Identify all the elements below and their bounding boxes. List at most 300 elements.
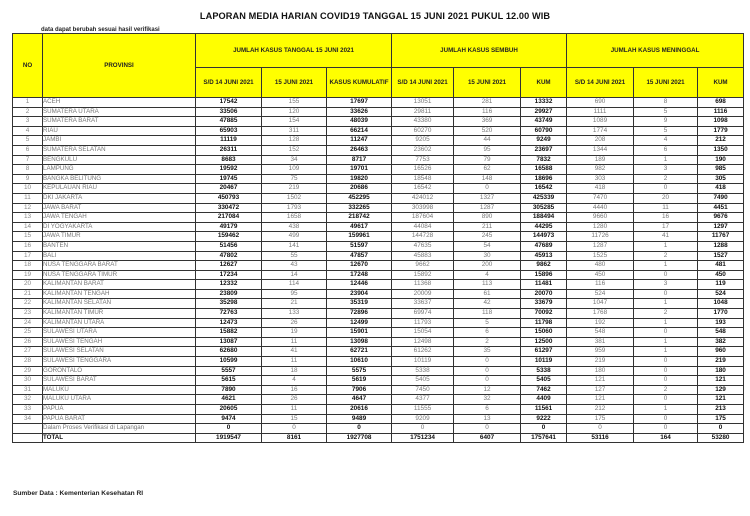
cell-no: 32 (13, 395, 43, 405)
table-row (13, 193, 744, 203)
cell-prov: NUSA TENGGARA BARAT (43, 261, 196, 271)
cell-prov: KALIMANTAN UTARA (43, 318, 196, 328)
cell-meninggal-sd: 11726 (567, 232, 634, 242)
cell-kasus-sd: 72763 (196, 309, 262, 319)
cell-kasus-kum: 17248 (327, 270, 392, 280)
table-row (13, 328, 744, 338)
cell-meninggal-kum: 1098 (698, 117, 744, 127)
cell-kasus-today: 26 (262, 395, 327, 405)
group-header-kasus: JUMLAH KASUS TANGGAL 15 JUNI 2021 (196, 34, 392, 68)
col-header-meninggal-sd: S/D 14 JUNI 2021 (567, 68, 634, 98)
cell-meninggal-kum: 1288 (698, 241, 744, 251)
cell-no: 28 (13, 357, 43, 367)
cell-prov: ACEH (43, 98, 196, 108)
col-header-kasus-kum-text: KASUS KUMULATIF (329, 78, 389, 86)
cell-kasus-sd: 7890 (196, 385, 262, 395)
cell-meninggal-today: 8 (634, 98, 698, 108)
cell-meninggal-today: 1 (634, 405, 698, 415)
cell-meninggal-sd: 53116 (567, 433, 634, 443)
verification-note: data dapat berubah sesuai hasil verifikasi (41, 27, 160, 33)
cell-meninggal-kum: 418 (698, 184, 744, 194)
cell-prov: KALIMANTAN TENGAH (43, 289, 196, 299)
cell-kasus-kum: 62721 (327, 347, 392, 357)
cell-no: 17 (13, 251, 43, 261)
cell-meninggal-kum: 121 (698, 395, 744, 405)
cell-meninggal-kum: 119 (698, 280, 744, 290)
cell-kasus-kum: 7906 (327, 385, 392, 395)
cell-kasus-sd: 19592 (196, 165, 262, 175)
cell-meninggal-kum: 985 (698, 165, 744, 175)
cell-prov: GORONTALO (43, 366, 196, 376)
cell-sembuh-sd: 60270 (392, 126, 454, 136)
report-title: LAPORAN MEDIA HARIAN COVID19 TANGGAL 15 JUNI 2021 PUKUL 12.00 WIB (199, 11, 551, 21)
cell-kasus-today: 4 (262, 376, 327, 386)
cell-no: 20 (13, 280, 43, 290)
cell-kasus-today: 11 (262, 337, 327, 347)
cell-prov: KALIMANTAN TIMUR (43, 309, 196, 319)
cell-meninggal-kum: 213 (698, 405, 744, 415)
cell-sembuh-today: 369 (454, 117, 521, 127)
cell-sembuh-today: 6 (454, 328, 521, 338)
cell-sembuh-sd: 11793 (392, 318, 454, 328)
cell-prov: SULAWESI UTARA (43, 328, 196, 338)
cell-kasus-kum: 33626 (327, 107, 392, 117)
cell-prov: TOTAL (43, 433, 196, 443)
cell-kasus-sd: 12332 (196, 280, 262, 290)
cell-kasus-kum: 10610 (327, 357, 392, 367)
cell-kasus-kum: 19820 (327, 174, 392, 184)
cell-meninggal-sd: 1047 (567, 299, 634, 309)
cell-meninggal-kum: 1770 (698, 309, 744, 319)
cell-kasus-today: 15 (262, 414, 327, 424)
cell-prov: RIAU (43, 126, 196, 136)
cell-meninggal-today: 4 (634, 136, 698, 146)
cell-sembuh-sd: 29811 (392, 107, 454, 117)
cell-kasus-sd: 217084 (196, 213, 262, 223)
cell-kasus-sd: 51456 (196, 241, 262, 251)
cell-sembuh-today: 6 (454, 405, 521, 415)
cell-meninggal-kum: 960 (698, 347, 744, 357)
cell-kasus-today: 114 (262, 280, 327, 290)
cell-meninggal-kum: 193 (698, 318, 744, 328)
cell-meninggal-sd: 381 (567, 337, 634, 347)
cell-no: 31 (13, 385, 43, 395)
col-header-sembuh-today: 15 JUNI 2021 (454, 68, 521, 98)
cell-sembuh-sd: 424012 (392, 193, 454, 203)
table-row (13, 107, 744, 117)
cell-sembuh-kum: 9222 (521, 414, 567, 424)
cell-kasus-sd: 62680 (196, 347, 262, 357)
cell-no: 5 (13, 136, 43, 146)
cell-kasus-today: 11 (262, 405, 327, 415)
cell-kasus-kum: 72896 (327, 309, 392, 319)
cell-sembuh-today: 13 (454, 414, 521, 424)
col-header-kasus-today: 15 JUNI 2021 (262, 68, 327, 98)
cell-meninggal-sd: 548 (567, 328, 634, 338)
cell-sembuh-today: 211 (454, 222, 521, 232)
cell-prov: MALUKU (43, 385, 196, 395)
cell-no: 4 (13, 126, 43, 136)
cell-no: 11 (13, 193, 43, 203)
cell-kasus-kum: 13098 (327, 337, 392, 347)
cell-no: 29 (13, 366, 43, 376)
cell-sembuh-today: 116 (454, 107, 521, 117)
cell-sembuh-kum: 15060 (521, 328, 567, 338)
cell-sembuh-kum: 44295 (521, 222, 567, 232)
cell-sembuh-kum: 43749 (521, 117, 567, 127)
col-header-sembuh-sd: S/D 14 JUNI 2021 (392, 68, 454, 98)
cell-prov: SULAWESI SELATAN (43, 347, 196, 357)
cell-meninggal-sd: 192 (567, 318, 634, 328)
cell-meninggal-sd: 208 (567, 136, 634, 146)
cell-meninggal-sd: 127 (567, 385, 634, 395)
cell-kasus-kum: 35319 (327, 299, 392, 309)
table-row (13, 366, 744, 376)
cell-sembuh-kum: 45913 (521, 251, 567, 261)
cell-sembuh-sd: 10119 (392, 357, 454, 367)
cell-sembuh-today: 148 (454, 174, 521, 184)
table-row (13, 376, 744, 386)
cell-prov: BANGKA BELITUNG (43, 174, 196, 184)
cell-sembuh-today: 4 (454, 270, 521, 280)
cell-meninggal-kum: 7490 (698, 193, 744, 203)
col-header-meninggal-kum: KUM (698, 68, 744, 98)
cell-kasus-sd: 47802 (196, 251, 262, 261)
cell-kasus-sd: 330472 (196, 203, 262, 213)
cell-kasus-kum: 332265 (327, 203, 392, 213)
cell-sembuh-today: 0 (454, 184, 521, 194)
cell-no: 25 (13, 328, 43, 338)
cell-kasus-sd: 9474 (196, 414, 262, 424)
cell-meninggal-kum: 4451 (698, 203, 744, 213)
table-row (13, 309, 744, 319)
cell-prov: SUMATERA UTARA (43, 107, 196, 117)
cell-meninggal-kum: 382 (698, 337, 744, 347)
cell-sembuh-kum: 18696 (521, 174, 567, 184)
col-header-sembuh-kum: KUM (521, 68, 567, 98)
cell-sembuh-kum: 20070 (521, 289, 567, 299)
cell-sembuh-today: 5 (454, 318, 521, 328)
cell-kasus-today: 21 (262, 299, 327, 309)
cell-meninggal-kum: 305 (698, 174, 744, 184)
cell-sembuh-kum: 11481 (521, 280, 567, 290)
cell-kasus-sd: 8683 (196, 155, 262, 165)
cell-kasus-today: 120 (262, 107, 327, 117)
cell-sembuh-sd: 16526 (392, 165, 454, 175)
cell-meninggal-today: 1 (634, 241, 698, 251)
cell-sembuh-sd: 61262 (392, 347, 454, 357)
data-source: Sumber Data : Kementerian Kesehatan RI (13, 490, 144, 497)
cell-sembuh-today: 890 (454, 213, 521, 223)
cell-sembuh-kum: 16542 (521, 184, 567, 194)
cell-prov: KEPULAUAN RIAU (43, 184, 196, 194)
table-row (13, 241, 744, 251)
cell-no: 1 (13, 98, 43, 108)
table-row (13, 289, 744, 299)
cell-prov: SULAWESI BARAT (43, 376, 196, 386)
cell-kasus-kum: 19701 (327, 165, 392, 175)
cell-prov: JAMBI (43, 136, 196, 146)
cell-sembuh-kum: 15896 (521, 270, 567, 280)
cell-kasus-kum: 159961 (327, 232, 392, 242)
cell-sembuh-sd: 23602 (392, 145, 454, 155)
cell-no: 27 (13, 347, 43, 357)
cell-sembuh-kum: 144973 (521, 232, 567, 242)
cell-prov: Dalam Proses Verifikasi di Lapangan (43, 424, 196, 434)
cell-sembuh-sd: 5338 (392, 366, 454, 376)
cell-no: 12 (13, 203, 43, 213)
cell-sembuh-kum: 61297 (521, 347, 567, 357)
cell-kasus-today: 0 (262, 424, 327, 434)
cell-kasus-sd: 26311 (196, 145, 262, 155)
cell-no: 26 (13, 337, 43, 347)
cell-sembuh-sd: 4377 (392, 395, 454, 405)
cell-sembuh-today: 32 (454, 395, 521, 405)
cell-sembuh-today: 113 (454, 280, 521, 290)
total-row (13, 433, 744, 443)
cell-meninggal-kum: 1116 (698, 107, 744, 117)
cell-kasus-kum: 12499 (327, 318, 392, 328)
cell-kasus-today: 34 (262, 155, 327, 165)
cell-meninggal-today: 41 (634, 232, 698, 242)
table-row (13, 337, 744, 347)
cell-meninggal-today: 5 (634, 126, 698, 136)
cell-prov: BENGKULU (43, 155, 196, 165)
table-body (13, 98, 744, 443)
cell-meninggal-sd: 450 (567, 270, 634, 280)
cell-sembuh-kum: 60790 (521, 126, 567, 136)
cell-sembuh-today: 0 (454, 366, 521, 376)
cell-meninggal-kum: 175 (698, 414, 744, 424)
cell-no: 13 (13, 213, 43, 223)
cell-no: 15 (13, 232, 43, 242)
cell-no: 8 (13, 165, 43, 175)
cell-meninggal-sd: 1344 (567, 145, 634, 155)
cell-meninggal-sd: 524 (567, 289, 634, 299)
cell-kasus-kum: 51597 (327, 241, 392, 251)
cell-sembuh-kum: 4409 (521, 395, 567, 405)
cell-meninggal-sd: 4440 (567, 203, 634, 213)
cell-kasus-kum: 5575 (327, 366, 392, 376)
cell-sembuh-kum: 47689 (521, 241, 567, 251)
cell-meninggal-today: 0 (634, 289, 698, 299)
cell-prov: SULAWESI TENGAH (43, 337, 196, 347)
cell-kasus-today: 1658 (262, 213, 327, 223)
cell-no (13, 433, 43, 443)
cell-sembuh-sd: 9662 (392, 261, 454, 271)
cell-meninggal-today: 3 (634, 165, 698, 175)
cell-sembuh-sd: 7753 (392, 155, 454, 165)
cell-meninggal-sd: 1525 (567, 251, 634, 261)
cell-sembuh-sd: 9205 (392, 136, 454, 146)
cell-sembuh-sd: 1751234 (392, 433, 454, 443)
cell-sembuh-sd: 43380 (392, 117, 454, 127)
cell-sembuh-kum: 5405 (521, 376, 567, 386)
cell-meninggal-today: 1 (634, 299, 698, 309)
cell-kasus-sd: 15882 (196, 328, 262, 338)
cell-kasus-today: 109 (262, 165, 327, 175)
cell-prov: DKI JAKARTA (43, 193, 196, 203)
table-row (13, 136, 744, 146)
cell-sembuh-today: 62 (454, 165, 521, 175)
cell-meninggal-today: 20 (634, 193, 698, 203)
cell-kasus-kum: 47857 (327, 251, 392, 261)
cell-meninggal-sd: 212 (567, 405, 634, 415)
cell-sembuh-sd: 45883 (392, 251, 454, 261)
table-row (13, 232, 744, 242)
cell-kasus-today: 219 (262, 184, 327, 194)
cell-kasus-sd: 47885 (196, 117, 262, 127)
cell-meninggal-kum: 121 (698, 376, 744, 386)
cell-kasus-today: 75 (262, 174, 327, 184)
cell-meninggal-kum: 450 (698, 270, 744, 280)
cell-sembuh-kum: 0 (521, 424, 567, 434)
table-row (13, 222, 744, 232)
cell-meninggal-sd: 480 (567, 261, 634, 271)
cell-sembuh-sd: 12498 (392, 337, 454, 347)
cell-prov: SULAWESI TENGGARA (43, 357, 196, 367)
table-row (13, 203, 744, 213)
cell-meninggal-sd: 418 (567, 184, 634, 194)
cell-sembuh-sd: 144728 (392, 232, 454, 242)
cell-kasus-today: 438 (262, 222, 327, 232)
cell-sembuh-kum: 425339 (521, 193, 567, 203)
cell-meninggal-sd: 982 (567, 165, 634, 175)
cell-prov: PAPUA BARAT (43, 414, 196, 424)
table-row (13, 299, 744, 309)
table-row (13, 395, 744, 405)
cell-no: 7 (13, 155, 43, 165)
cell-prov: KALIMANTAN BARAT (43, 280, 196, 290)
cell-meninggal-today: 5 (634, 107, 698, 117)
cell-kasus-kum: 17697 (327, 98, 392, 108)
cell-meninggal-today: 2 (634, 385, 698, 395)
cell-kasus-sd: 1919547 (196, 433, 262, 443)
table-row (13, 405, 744, 415)
cell-meninggal-today: 0 (634, 357, 698, 367)
cell-sembuh-today: 61 (454, 289, 521, 299)
cell-sembuh-today: 0 (454, 357, 521, 367)
cell-no: 6 (13, 145, 43, 155)
cell-kasus-kum: 15901 (327, 328, 392, 338)
cell-prov: PAPUA (43, 405, 196, 415)
cell-kasus-sd: 20605 (196, 405, 262, 415)
cell-no: 16 (13, 241, 43, 251)
cell-meninggal-today: 0 (634, 366, 698, 376)
cell-sembuh-kum: 7832 (521, 155, 567, 165)
cell-sembuh-today: 1327 (454, 193, 521, 203)
cell-kasus-today: 128 (262, 136, 327, 146)
table-row (13, 117, 744, 127)
cell-sembuh-kum: 16588 (521, 165, 567, 175)
cell-sembuh-kum: 13332 (521, 98, 567, 108)
cell-kasus-kum: 5619 (327, 376, 392, 386)
cell-kasus-today: 55 (262, 251, 327, 261)
cell-meninggal-sd: 1287 (567, 241, 634, 251)
cell-sembuh-today: 6407 (454, 433, 521, 443)
cell-meninggal-today: 1 (634, 155, 698, 165)
cell-meninggal-today: 1 (634, 261, 698, 271)
cell-no: 34 (13, 414, 43, 424)
cell-kasus-today: 16 (262, 385, 327, 395)
cell-kasus-today: 14 (262, 270, 327, 280)
cell-no: 14 (13, 222, 43, 232)
cell-meninggal-today: 164 (634, 433, 698, 443)
cell-meninggal-sd: 219 (567, 357, 634, 367)
table-row (13, 357, 744, 367)
cell-meninggal-today: 0 (634, 414, 698, 424)
cell-sembuh-sd: 20009 (392, 289, 454, 299)
covid-province-table (12, 33, 744, 443)
cell-prov: DI YOGYAKARTA (43, 222, 196, 232)
cell-kasus-today: 18 (262, 366, 327, 376)
cell-sembuh-today: 520 (454, 126, 521, 136)
cell-meninggal-sd: 180 (567, 366, 634, 376)
col-header-provinsi: PROVINSI (43, 34, 196, 98)
cell-meninggal-sd: 9660 (567, 213, 634, 223)
cell-sembuh-today: 200 (454, 261, 521, 271)
cell-sembuh-kum: 9249 (521, 136, 567, 146)
cell-sembuh-sd: 9209 (392, 414, 454, 424)
cell-kasus-kum: 0 (327, 424, 392, 434)
table-row (13, 155, 744, 165)
cell-meninggal-sd: 189 (567, 155, 634, 165)
cell-kasus-today: 311 (262, 126, 327, 136)
cell-sembuh-kum: 23697 (521, 145, 567, 155)
cell-kasus-sd: 450793 (196, 193, 262, 203)
cell-sembuh-kum: 11561 (521, 405, 567, 415)
cell-sembuh-sd: 44084 (392, 222, 454, 232)
cell-kasus-kum: 12446 (327, 280, 392, 290)
cell-sembuh-today: 2 (454, 337, 521, 347)
cell-meninggal-sd: 1111 (567, 107, 634, 117)
cell-sembuh-today: 0 (454, 376, 521, 386)
table-row (13, 347, 744, 357)
cell-sembuh-sd: 303998 (392, 203, 454, 213)
cell-meninggal-sd: 121 (567, 376, 634, 386)
cell-sembuh-sd: 15892 (392, 270, 454, 280)
cell-kasus-sd: 5557 (196, 366, 262, 376)
cell-meninggal-kum: 1350 (698, 145, 744, 155)
table-row (13, 174, 744, 184)
cell-meninggal-sd: 175 (567, 414, 634, 424)
cell-kasus-kum: 218742 (327, 213, 392, 223)
cell-sembuh-today: 0 (454, 424, 521, 434)
cell-kasus-sd: 12473 (196, 318, 262, 328)
cell-kasus-sd: 11119 (196, 136, 262, 146)
cell-meninggal-kum: 481 (698, 261, 744, 271)
cell-meninggal-kum: 548 (698, 328, 744, 338)
cell-kasus-today: 1793 (262, 203, 327, 213)
cell-meninggal-kum: 180 (698, 366, 744, 376)
cell-meninggal-today: 0 (634, 270, 698, 280)
cell-meninggal-kum: 524 (698, 289, 744, 299)
cell-sembuh-kum: 5338 (521, 366, 567, 376)
table-row (13, 165, 744, 175)
cell-sembuh-today: 54 (454, 241, 521, 251)
cell-kasus-today: 155 (262, 98, 327, 108)
cell-kasus-sd: 17234 (196, 270, 262, 280)
cell-prov: JAWA TIMUR (43, 232, 196, 242)
cell-sembuh-today: 281 (454, 98, 521, 108)
cell-meninggal-kum: 1527 (698, 251, 744, 261)
cell-no: 33 (13, 405, 43, 415)
group-header-sembuh: JUMLAH KASUS SEMBUH (392, 34, 567, 68)
cell-sembuh-sd: 187604 (392, 213, 454, 223)
table-row (13, 261, 744, 271)
cell-no: 22 (13, 299, 43, 309)
cell-kasus-today: 11 (262, 357, 327, 367)
